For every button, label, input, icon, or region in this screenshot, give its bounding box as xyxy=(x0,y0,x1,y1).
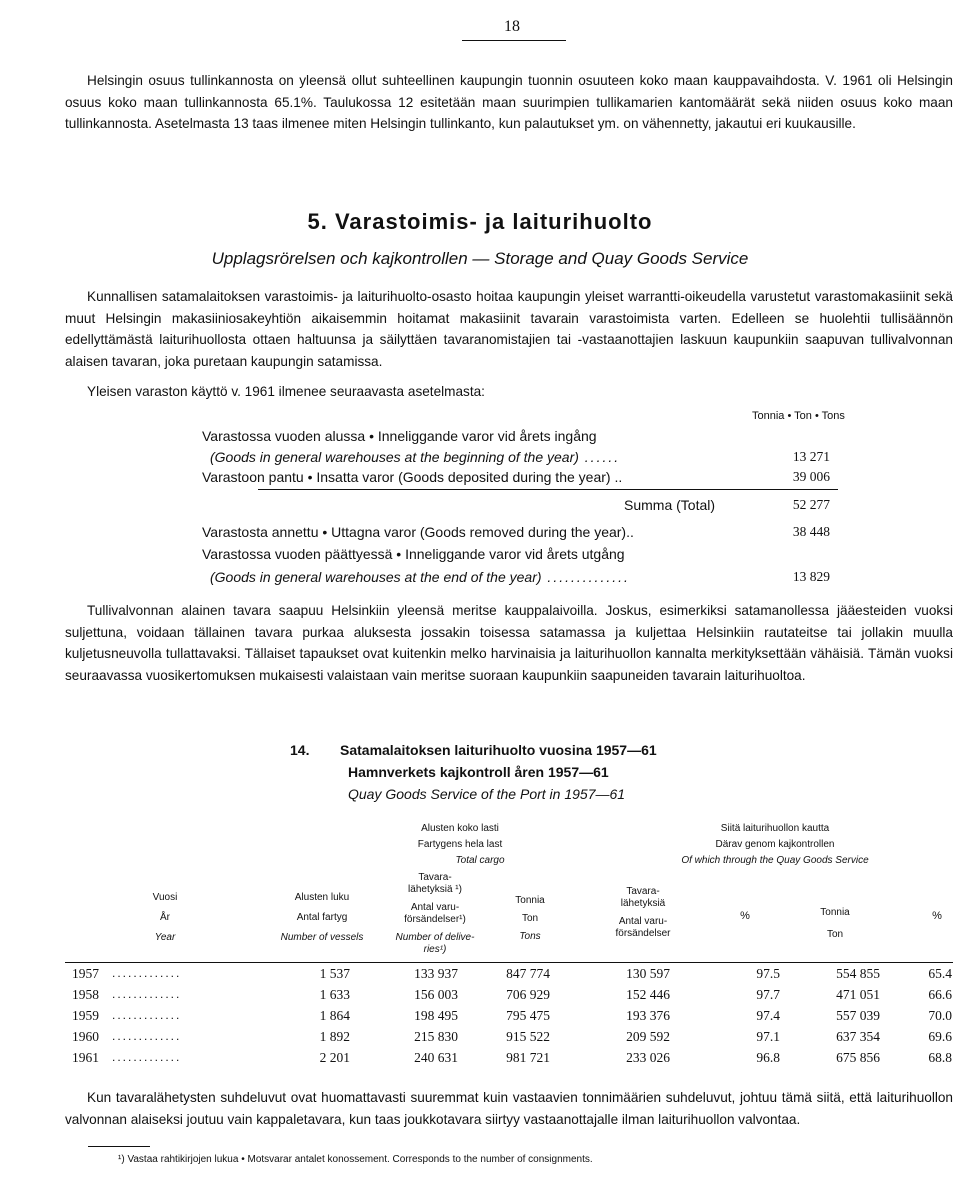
cell-tons: 847 774 xyxy=(506,966,550,981)
header-consign-4: försändelser¹) xyxy=(404,914,466,925)
table-row xyxy=(0,966,960,987)
table-header-rule xyxy=(65,962,953,963)
statement-value-4: 38 448 xyxy=(792,524,830,539)
intro-paragraph: Helsingin osuus tullinkannosta on yleensä ollut suhteellinen kaupungin tuonnin osuuteen koko maan kauppavaihdosta. V. 1961 oli Helsingin osuus koko maan tullinkannosta 65.1%. Taulukossa 12 esitetään maan suurimpien tullikamarien kantomäärät sekä niiden osuus koko maan tullinkannosta. Asetelmasta 13 taas ilmenee miten Helsingin tullinkanto, kun palautukset ym. on vähennetty, jakautui eri kuukausille. xyxy=(65,73,953,131)
header-consign-2: lähetyksiä ¹) xyxy=(408,884,462,895)
header-group-right xyxy=(640,821,910,869)
storage-paragraph-last: Yleisen varaston käyttö v. 1961 ilmenee seuraavasta asetelmasta: xyxy=(87,384,485,399)
cell-consign: 133 937 xyxy=(414,966,458,981)
cell-tons2: 557 039 xyxy=(836,1008,880,1023)
cell-tons2: 675 856 xyxy=(836,1050,880,1065)
header-vessels-fi: Alusten luku xyxy=(294,892,350,903)
header-consign-5: Number of delive- xyxy=(395,932,475,943)
header-consign2-1: Tavara- xyxy=(626,886,660,897)
header-tons xyxy=(500,892,560,946)
table-title-en: Quay Goods Service of the Port in 1957—61 xyxy=(348,786,626,802)
header-pct-2: % xyxy=(932,910,942,922)
leader-dots: ............. xyxy=(112,966,182,980)
cell-pct: 97.4 xyxy=(756,1008,780,1023)
header-consign2-3: Antal varu- xyxy=(618,916,668,927)
ratio-paragraph: Kun tavaralähetysten suhdeluvut ovat huomattavasti suuremmat kuin vastaavien tonnimäärien suhdeluvut, johtuu tämä siitä, että laiturihuollon valvonnan alaiseksi joutuu vain kappaletavara, kun taas joukkotavara siirtyy vastaanottajalle ilman laiturihuollon valvontaa. xyxy=(65,1090,953,1127)
section-subheading: Upplagsrörelsen och kajkontrollen — Storage and Quay Goods Service xyxy=(211,249,749,268)
leader-dots: .............. xyxy=(541,569,630,585)
page-number-rule xyxy=(462,40,566,41)
cell-year: 1958 xyxy=(72,987,99,1002)
cell-tons: 795 475 xyxy=(506,1008,550,1023)
statement-row-4a xyxy=(202,524,634,540)
header-consignments xyxy=(380,872,490,956)
table-row xyxy=(0,1008,960,1029)
statement-value-3: 52 277 xyxy=(792,497,830,512)
leader-dots: .. xyxy=(626,524,634,540)
statement-sum-rule xyxy=(258,489,838,490)
header-tons-en: Tons xyxy=(519,931,541,942)
header-year-fi: Vuosi xyxy=(152,892,178,903)
cell-vessels: 1 537 xyxy=(319,966,350,981)
cell-pct: 97.7 xyxy=(756,987,780,1002)
cell-tons: 706 929 xyxy=(506,987,550,1002)
statement-row-2a xyxy=(202,469,622,485)
statement-row-1b-text: (Goods in general warehouses at the beginning of the year) xyxy=(210,449,579,465)
cell-consign2: 152 446 xyxy=(626,987,670,1002)
leader-dots: ...... xyxy=(578,449,621,465)
header-tons2-sv: Ton xyxy=(826,929,844,940)
header-consign-3: Antal varu- xyxy=(410,902,460,913)
statement-total-label: Summa (Total) xyxy=(624,497,716,513)
cell-pct2: 69.6 xyxy=(928,1029,952,1044)
header-year-en: Year xyxy=(154,932,176,943)
customs-paragraph: Tullivalvonnan alainen tavara saapuu Helsinkiin yleensä meritse kauppalaivoilla. Joskus, esimerkiksi satamanollessa jääesteiden vuoksi suljettuna, voidaan tällainen tavara purkaa aluksesta jossakin toisessa satamassa ja kuljettaa Helsinkiin rautateitse tai jollakin muulla kuljetusneuvolla tullattavaksi. Tällaiset tapaukset ovat kuitenkin melko harvinaisia ja laiturihuollon kannalta merkityksettään vähäisiä. Tämän vuoksi seuraavassa vuosikertomuksen mukaisesti valaistaan vain meritse suoraan kaupunkiin saapuneiden tavarain laiturihuoltoa. xyxy=(65,603,953,683)
header-pct: % xyxy=(740,910,750,922)
statement-row-5b-text: (Goods in general warehouses at the end of the year) xyxy=(210,569,542,585)
cell-pct2: 70.0 xyxy=(928,1008,952,1023)
header-vessels xyxy=(262,888,382,948)
cell-consign2: 209 592 xyxy=(626,1029,670,1044)
cell-consign2: 193 376 xyxy=(626,1008,670,1023)
header-consign-6: ries¹) xyxy=(423,944,447,955)
leader-dots: ............. xyxy=(112,987,182,1001)
cell-pct2: 66.6 xyxy=(928,987,952,1002)
cell-consign2: 233 026 xyxy=(626,1050,670,1065)
leader-dots: ............. xyxy=(112,1050,182,1064)
cell-consign: 198 495 xyxy=(414,1008,458,1023)
cell-year: 1960 xyxy=(72,1029,99,1044)
page-number: 18 xyxy=(504,18,520,35)
leader-dots: ............. xyxy=(112,1029,182,1043)
header-group-left-en: Total cargo xyxy=(455,855,505,866)
footnote: ¹) Vastaa rahtikirjojen lukua • Motsvarar antalet konossement. Corresponds to the number of consignments. xyxy=(118,1154,593,1165)
statement-value-1: 13 271 xyxy=(792,449,830,464)
statement-row-1b xyxy=(210,449,620,465)
cell-pct2: 65.4 xyxy=(928,966,952,981)
header-group-left xyxy=(380,821,540,869)
header-vessels-en: Number of vessels xyxy=(280,932,364,943)
header-tons-fi: Tonnia xyxy=(515,895,545,906)
cell-tons: 981 721 xyxy=(506,1050,550,1065)
statement-unit-header: Tonnia • Ton • Tons xyxy=(752,410,845,422)
cell-vessels: 2 201 xyxy=(319,1050,350,1065)
header-tons-2 xyxy=(800,902,870,946)
header-group-left-sv: Fartygens hela last xyxy=(417,839,503,850)
table-row xyxy=(0,987,960,1008)
statement-row-5b xyxy=(210,569,630,585)
table-row xyxy=(0,1029,960,1050)
cell-vessels: 1 892 xyxy=(319,1029,350,1044)
table-title-fi: Satamalaitoksen laiturihuolto vuosina 1957—61 xyxy=(340,742,657,758)
section-heading: 5. Varastoimis- ja laiturihuolto xyxy=(307,209,653,234)
header-consign-1: Tavara- xyxy=(418,872,452,883)
table-title-sv: Hamnverkets kajkontroll åren 1957—61 xyxy=(348,764,609,780)
footnote-rule xyxy=(88,1146,150,1147)
table-title-number: 14. xyxy=(290,742,310,758)
header-consign2-4: försändelser xyxy=(615,928,671,939)
cell-year: 1961 xyxy=(72,1050,99,1065)
cell-consign: 156 003 xyxy=(414,987,458,1002)
statement-row-1a: Varastossa vuoden alussa • Inneliggande varor vid årets ingång xyxy=(202,428,597,444)
cell-consign: 215 830 xyxy=(414,1029,458,1044)
cell-tons2: 554 855 xyxy=(836,966,880,981)
header-group-left-fi: Alusten koko lasti xyxy=(421,823,499,834)
header-tons-sv: Ton xyxy=(521,913,539,924)
cell-pct: 96.8 xyxy=(756,1050,780,1065)
cell-consign2: 130 597 xyxy=(626,966,670,981)
header-vessels-sv: Antal fartyg xyxy=(296,912,348,923)
header-group-right-en: Of which through the Quay Goods Service xyxy=(681,855,869,866)
cell-consign: 240 631 xyxy=(414,1050,458,1065)
header-group-right-fi: Siitä laiturihuollon kautta xyxy=(720,823,830,834)
cell-vessels: 1 633 xyxy=(319,987,350,1002)
storage-paragraph: Kunnallisen satamalaitoksen varastoimis- ja laiturihuolto-osasto hoitaa kaupungin yleiset warrantti-oikeudella varustetut varastomakasiinit sekä muut Helsingin makasiiniosakeyhtiön aikaisemmin hoitamat makasiinit tavarain varastoimista varten. Edelleen se huolehtii tullisäännön edellyttämästä laiturihuollosta ottaen haltuunsa ja säilyttäen tavaranomistajien tai -vastaanottajien laskuun kaupunkiin saapuvan tullivalvonnan alaisen tavaran, joka puretaan kaupungin satamissa. xyxy=(65,289,953,369)
header-year-sv: År xyxy=(160,912,170,923)
cell-tons2: 637 354 xyxy=(836,1029,880,1044)
statement-row-5a: Varastossa vuoden päättyessä • Inneliggande varor vid årets utgång xyxy=(202,546,625,562)
cell-tons2: 471 051 xyxy=(836,987,880,1002)
header-year xyxy=(140,888,190,948)
header-consignments-2 xyxy=(598,886,688,940)
leader-dots: .. xyxy=(610,469,623,485)
header-tons2-fi: Tonnia xyxy=(820,907,850,918)
cell-pct: 97.5 xyxy=(756,966,780,981)
leader-dots: ............. xyxy=(112,1008,182,1022)
statement-value-2: 39 006 xyxy=(792,469,830,484)
table-row xyxy=(0,1050,960,1071)
header-consign2-2: lähetyksiä xyxy=(620,898,666,909)
cell-pct2: 68.8 xyxy=(928,1050,952,1065)
cell-tons: 915 522 xyxy=(506,1029,550,1044)
cell-pct: 97.1 xyxy=(756,1029,780,1044)
cell-vessels: 1 864 xyxy=(319,1008,350,1023)
statement-row-2a-text: Varastoon pantu • Insatta varor (Goods deposited during the year) xyxy=(202,469,611,485)
cell-year: 1959 xyxy=(72,1008,99,1023)
statement-value-5: 13 829 xyxy=(792,569,830,584)
statement-row-4a-text: Varastosta annettu • Uttagna varor (Goods removed during the year) xyxy=(202,524,627,540)
cell-year: 1957 xyxy=(72,966,99,981)
header-group-right-sv: Därav genom kajkontrollen xyxy=(715,839,835,850)
